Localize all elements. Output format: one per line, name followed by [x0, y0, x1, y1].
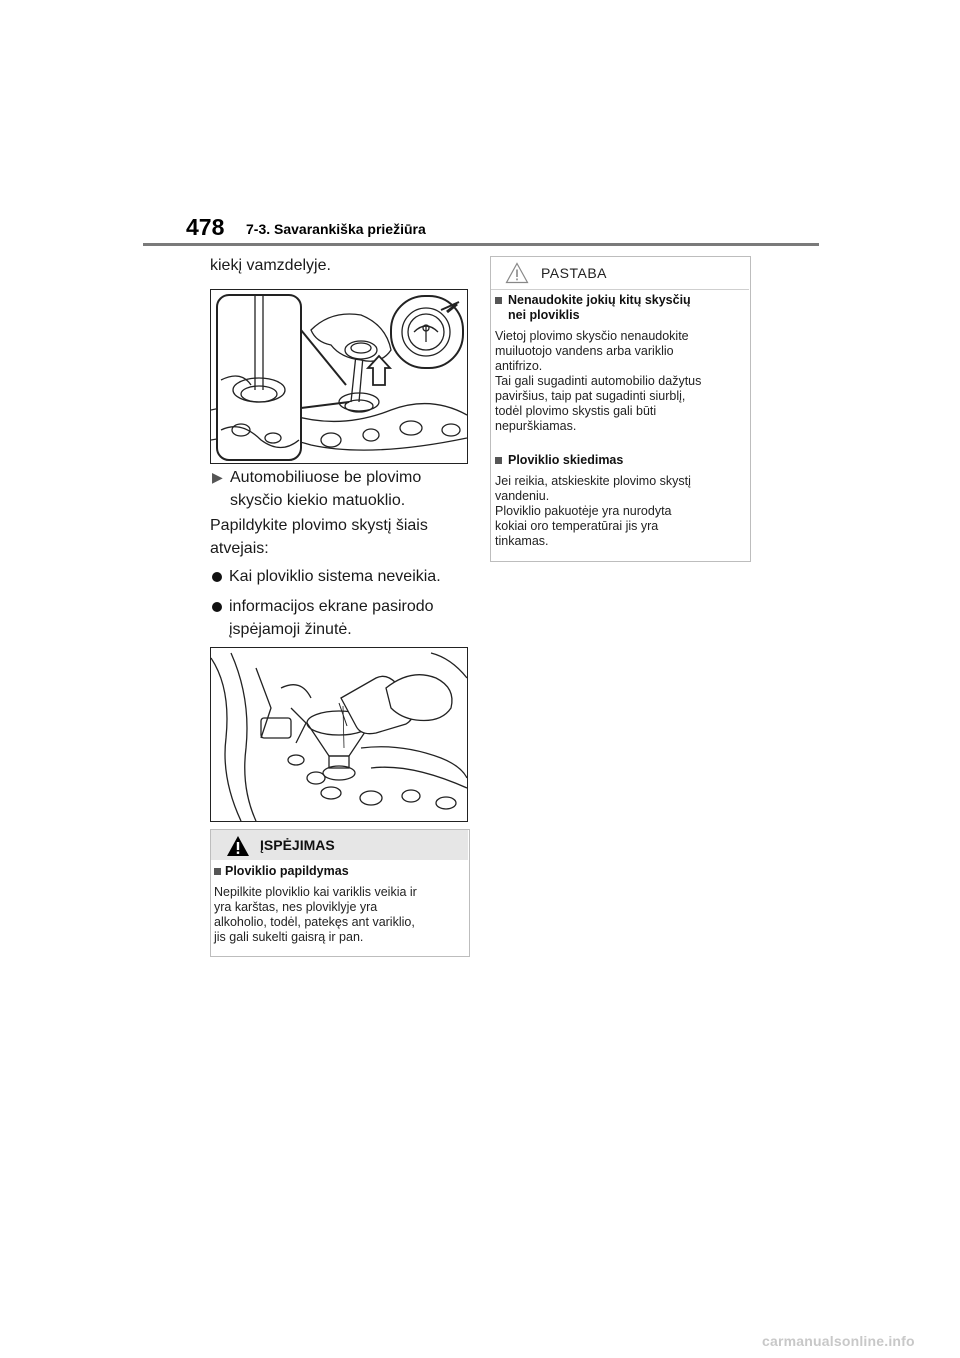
note-text: Automobiliuose be plovimo skysčio kiekio matuoklio. [230, 469, 422, 509]
warning-text: Nepilkite ploviklio kai variklis veikia ir yra karštas, nes ploviklyje yra alkoholio, todėl, patekęs ant variklio, jis gali sukelti gaisrą ir pan. [214, 885, 417, 944]
bullet-icon [212, 602, 222, 612]
notice-subtitle: Nenaudokite jokių kitų skysčių nei ploviklis [508, 293, 691, 322]
reservoir-illustration [211, 290, 467, 463]
warning-subtitle: Ploviklio papildymas [225, 864, 349, 878]
bullet-icon [212, 572, 222, 582]
bullet-item: informacijos ekrane pasirodo įspėjamoji žinutė. [229, 598, 434, 638]
page-number: 478 [186, 214, 225, 240]
square-bullet-icon [495, 457, 502, 464]
warning-triangle-icon [226, 835, 250, 862]
note-arrow-icon: ▶ [212, 469, 223, 485]
warning-title: ĮSPĖJIMAS [260, 837, 335, 853]
caution-triangle-icon [505, 262, 529, 289]
pouring-illustration [211, 648, 467, 821]
notice-divider [491, 289, 749, 290]
figure-pouring-fluid [210, 647, 468, 822]
intro-text: kiekį vamzdelyje. [210, 257, 331, 274]
bullet-item: Kai ploviklio sistema neveikia. [229, 568, 441, 585]
figure-reservoir-level [210, 289, 468, 464]
chapter-title: 7-3. Savarankiška priežiūra [246, 221, 426, 237]
header-divider [143, 243, 819, 246]
notice-title: PASTABA [541, 265, 608, 281]
square-bullet-icon [495, 297, 502, 304]
notice-subtitle: Ploviklio skiedimas [508, 453, 624, 467]
refill-paragraph: Papildykite plovimo skystį šiais atvejais: [210, 517, 428, 557]
notice-text: Vietoj plovimo skysčio nenaudokite muiluotojo vandens arba variklio antifrizo. Tai gali sugadinti automobilio dažytus paviršius, taip pat sugadinti siurblį, todėl plovimo skystis gali būti nepurškiamas. [495, 329, 702, 433]
watermark: carmanualsonline.info [762, 1333, 915, 1349]
notice-text: Jei reikia, atskieskite plovimo skystį vandeniu. Ploviklio pakuotėje yra nurodyta kokiai oro temperatūrai jis yra tinkamas. [495, 474, 691, 548]
square-bullet-icon [214, 868, 221, 875]
